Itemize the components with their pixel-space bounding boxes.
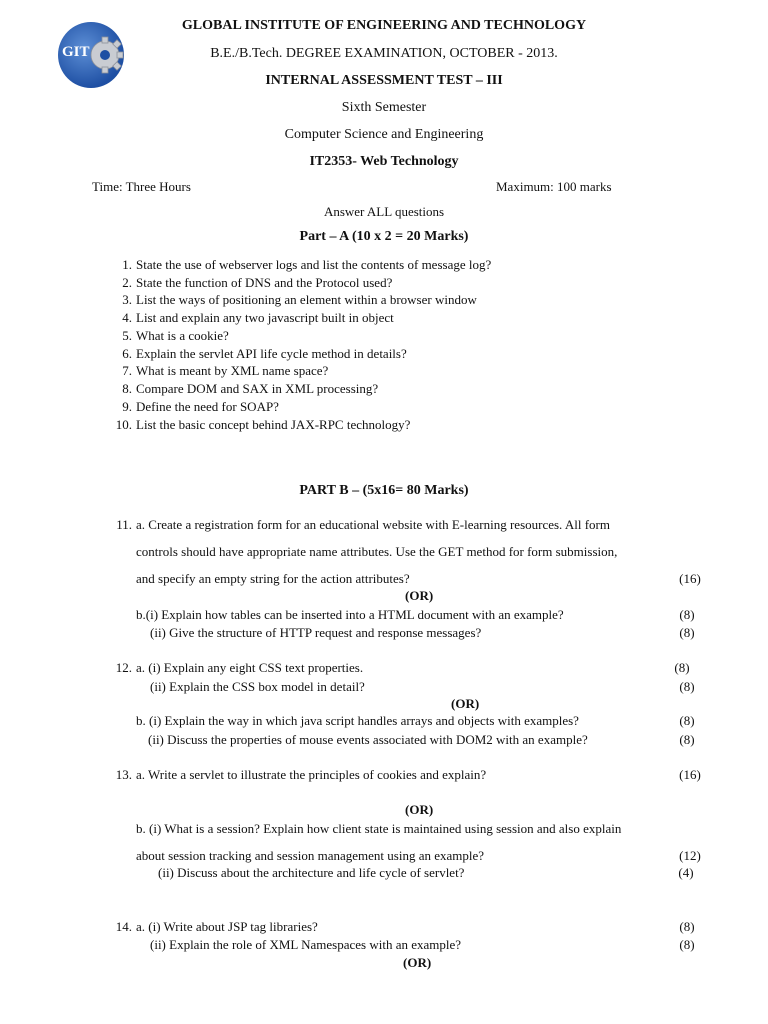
question-number: 14. bbox=[115, 919, 132, 934]
question-text: (ii) Give the structure of HTTP request and response messages? bbox=[150, 625, 482, 640]
question-text: (ii) Discuss about the architecture and life cycle of servlet? bbox=[158, 865, 465, 880]
question-text: a. Create a registration form for an educational website with E-learning resources. All form bbox=[136, 517, 610, 532]
marks: (12) bbox=[679, 848, 701, 863]
marks: (8) bbox=[679, 937, 695, 952]
part-b-title: PART B – (5x16= 80 Marks) bbox=[299, 483, 469, 498]
marks: (16) bbox=[679, 767, 701, 782]
marks: (16) bbox=[679, 571, 701, 586]
test-title: INTERNAL ASSESSMENT TEST – III bbox=[265, 73, 503, 88]
or-label: (OR) bbox=[403, 955, 432, 970]
marks: (8) bbox=[679, 713, 695, 728]
question-text: controls should have appropriate name attributes. Use the GET method for form submission, bbox=[136, 544, 618, 559]
question-text: a. (i) Explain any eight CSS text properties. bbox=[136, 660, 364, 675]
question-text: (ii) Explain the CSS box model in detail? bbox=[150, 679, 365, 694]
question-text: a. (i) Write about JSP tag libraries? bbox=[136, 919, 318, 934]
marks: (8) bbox=[679, 607, 695, 622]
marks: (8) bbox=[679, 732, 695, 747]
marks: (8) bbox=[679, 679, 695, 694]
question-text: about session tracking and session management using an example? bbox=[136, 848, 485, 863]
or-label: (OR) bbox=[405, 802, 434, 817]
marks: (8) bbox=[679, 919, 695, 934]
question-text: b. (i) Explain the way in which java script handles arrays and objects with examples? bbox=[136, 713, 579, 728]
question-text: (ii) Discuss the properties of mouse events associated with DOM2 with an example? bbox=[148, 732, 588, 747]
logo-text: GIT bbox=[62, 44, 90, 60]
instruction: Answer ALL questions bbox=[323, 204, 445, 219]
exam-time: Time: Three Hours bbox=[92, 179, 191, 194]
question-number: 12. bbox=[115, 660, 132, 675]
question-text: and specify an empty string for the action attributes? bbox=[136, 571, 410, 586]
subject-title: IT2353- Web Technology bbox=[309, 154, 459, 169]
department: Computer Science and Engineering bbox=[284, 127, 484, 142]
or-label: (OR) bbox=[405, 588, 434, 603]
marks: (8) bbox=[679, 625, 695, 640]
question-text: (ii) Explain the role of XML Namespaces with an example? bbox=[150, 937, 462, 952]
question-text: b. (i) What is a session? Explain how client state is maintained using session and also explain bbox=[136, 821, 622, 836]
question-number: 11. bbox=[116, 517, 132, 532]
marks: (8) bbox=[674, 660, 690, 675]
max-marks: Maximum: 100 marks bbox=[496, 179, 612, 194]
institute-name: GLOBAL INSTITUTE OF ENGINEERING AND TECHNOLOGY bbox=[181, 18, 587, 33]
question-text: a. Write a servlet to illustrate the principles of cookies and explain? bbox=[136, 767, 487, 782]
part-a-title: Part – A (10 x 2 = 20 Marks) bbox=[299, 229, 469, 244]
semester: Sixth Semester bbox=[341, 100, 427, 115]
marks: (4) bbox=[678, 865, 694, 880]
or-label: (OR) bbox=[451, 696, 480, 711]
exam-title: B.E./B.Tech. DEGREE EXAMINATION, OCTOBER - 2013. bbox=[210, 46, 558, 61]
question-number: 13. bbox=[115, 767, 132, 782]
question-text: b.(i) Explain how tables can be inserted into a HTML document with an example? bbox=[136, 607, 564, 622]
